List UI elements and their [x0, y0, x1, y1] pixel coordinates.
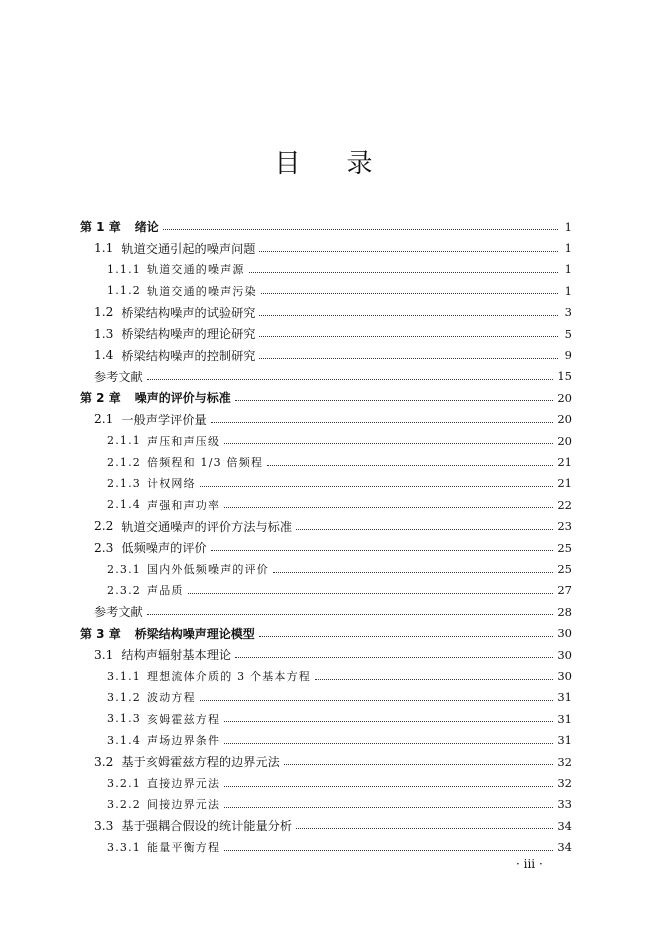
entry-number: 3.2.1 [107, 776, 141, 790]
leader-dots [296, 517, 553, 530]
entry-title: 结构声辐射基本理论 [121, 648, 232, 663]
entry-title: 亥姆霍兹方程 [147, 712, 221, 726]
leader-dots [249, 260, 558, 273]
entry-title: 噪声的评价与标准 [134, 391, 231, 406]
entry-number: 1.2 [94, 305, 114, 320]
entry-title: 轨道交通的噪声污染 [147, 284, 257, 298]
entry-number: 3.2 [94, 754, 114, 769]
entry-page-number: 1 [564, 241, 572, 256]
entry-title: 基于强耦合假设的统计能量分析 [121, 819, 293, 834]
entry-title: 轨道交通引起的噪声问题 [121, 241, 256, 256]
section-entry[interactable] [94, 537, 572, 558]
entry-page-number: 27 [557, 583, 572, 598]
entry-number: 3.1.3 [107, 712, 141, 726]
leader-dots [224, 838, 553, 851]
entry-page-number: 28 [557, 604, 572, 619]
entry-page-number: 31 [557, 711, 572, 726]
entry-title: 倍频程和 1/3 倍频程 [147, 456, 264, 470]
leader-dots [259, 324, 558, 337]
entry-page-number: 32 [557, 754, 572, 769]
entry-number: 2.1.3 [107, 476, 141, 490]
entry-page-number: 20 [557, 390, 572, 405]
page-number-footer: · iii · [516, 857, 543, 871]
entry-title: 轨道交通的噪声源 [147, 263, 245, 277]
leader-dots [259, 346, 558, 359]
entry-page-number: 21 [557, 455, 572, 470]
entry-page-number: 30 [557, 626, 572, 641]
entry-number: 3.2.2 [107, 797, 141, 811]
entry-title: 声强和声功率 [147, 498, 221, 512]
section-entry[interactable] [107, 280, 572, 301]
entry-number: 3.3 [94, 818, 114, 833]
section-entry[interactable] [107, 473, 572, 494]
entry-page-number: 22 [557, 497, 572, 512]
entry-title: 声压和声压级 [147, 434, 221, 448]
section-entry[interactable] [94, 302, 572, 323]
entry-title: 计权网络 [147, 477, 196, 491]
section-entry[interactable] [94, 751, 572, 772]
entry-title: 波动方程 [147, 691, 196, 705]
entry-number: 3.1.4 [107, 733, 141, 747]
section-entry[interactable] [94, 344, 572, 365]
section-entry[interactable] [107, 580, 572, 601]
entry-page-number: 25 [557, 540, 572, 555]
chapter-entry[interactable] [80, 623, 572, 644]
entry-number: 2.2 [94, 519, 114, 534]
leader-dots [200, 474, 554, 487]
entry-title: 一般声学评价量 [121, 412, 207, 427]
entry-title: 参考文献 [94, 605, 143, 620]
entry-number: 2.1 [94, 412, 114, 427]
entry-number: 1.1.2 [107, 284, 141, 298]
entry-page-number: 30 [557, 669, 572, 684]
leader-dots [224, 731, 553, 744]
entry-title: 能量平衡方程 [147, 841, 221, 855]
entry-page-number: 1 [564, 262, 572, 277]
leader-dots [315, 667, 553, 680]
page-title [0, 143, 649, 180]
title-char-1: 目 [274, 149, 303, 179]
entry-page-number: 32 [557, 776, 572, 791]
entry-title: 桥梁结构噪声理论模型 [134, 626, 255, 641]
entry-title: 桥梁结构噪声的控制研究 [121, 348, 256, 363]
entry-page-number: 21 [557, 476, 572, 491]
section-entry[interactable] [107, 772, 572, 793]
leader-dots [224, 431, 553, 444]
leader-dots [259, 239, 558, 252]
entry-number: 2.1.2 [107, 455, 141, 469]
entry-title: 直接边界元法 [147, 777, 221, 791]
entry-page-number: 3 [564, 305, 572, 320]
leader-dots [296, 816, 553, 829]
entry-number: 2.1.1 [107, 434, 141, 448]
section-entry[interactable] [94, 815, 572, 836]
entry-title: 绪论 [134, 220, 159, 235]
entry-number: 1.1.1 [107, 262, 141, 276]
entry-page-number: 30 [557, 647, 572, 662]
entry-number: 1.1 [94, 241, 114, 256]
leader-dots [267, 453, 553, 466]
entry-title: 国内外低频噪声的评价 [147, 563, 269, 577]
chapter-entry[interactable] [80, 387, 572, 408]
section-entry[interactable] [94, 516, 572, 537]
entry-title: 声场边界条件 [147, 734, 221, 748]
entry-number: 2.3.2 [107, 583, 141, 597]
section-entry[interactable] [107, 494, 572, 515]
entry-page-number: 1 [564, 283, 572, 298]
section-entry[interactable] [107, 794, 572, 815]
entry-page-number: 9 [564, 348, 572, 363]
leader-dots [261, 281, 558, 294]
entry-page-number: 20 [557, 433, 572, 448]
section-entry[interactable] [107, 708, 572, 729]
entry-page-number: 34 [557, 818, 572, 833]
section-entry[interactable] [107, 687, 572, 708]
entry-number: 2.1.4 [107, 498, 141, 512]
section-entry[interactable] [107, 837, 572, 858]
leader-dots [147, 367, 554, 380]
entry-page-number: 31 [557, 690, 572, 705]
entry-page-number: 20 [557, 412, 572, 427]
entry-number: 2.3 [94, 540, 114, 555]
entry-number: 1.4 [94, 348, 114, 363]
section-entry[interactable] [107, 430, 572, 451]
entry-title: 桥梁结构噪声的理论研究 [121, 327, 256, 342]
section-entry[interactable] [94, 409, 572, 430]
references-entry[interactable] [94, 601, 572, 622]
entry-page-number: 33 [557, 797, 572, 812]
entry-title: 轨道交通噪声的评价方法与标准 [121, 519, 293, 534]
section-entry[interactable] [107, 259, 572, 280]
entry-number: 第 2 章 [80, 391, 121, 406]
section-entry[interactable] [107, 665, 572, 686]
entry-number: 第 1 章 [80, 220, 121, 235]
section-entry[interactable] [107, 730, 572, 751]
section-entry[interactable] [107, 558, 572, 579]
leader-dots [224, 774, 553, 787]
entry-page-number: 15 [557, 369, 572, 384]
entry-title: 声品质 [147, 584, 184, 598]
leader-dots [273, 560, 553, 573]
chapter-entry[interactable] [80, 216, 572, 237]
entry-number: 2.3.1 [107, 562, 141, 576]
references-entry[interactable] [94, 366, 572, 387]
leader-dots [224, 495, 553, 508]
entry-number: 第 3 章 [80, 626, 121, 641]
leader-dots [224, 709, 553, 722]
entry-page-number: 25 [557, 562, 572, 577]
entry-title: 参考文献 [94, 369, 143, 384]
entry-number: 3.1.1 [107, 669, 141, 683]
section-entry[interactable] [94, 323, 572, 344]
leader-dots [259, 624, 554, 637]
leader-dots [224, 795, 553, 808]
entry-page-number: 23 [557, 519, 572, 534]
leader-dots [147, 602, 554, 615]
leader-dots [163, 217, 558, 230]
title-char-2: 录 [346, 149, 375, 179]
entry-title: 理想流体介质的 3 个基本方程 [147, 670, 311, 684]
leader-dots [211, 538, 554, 551]
entry-page-number: 31 [557, 733, 572, 748]
section-entry[interactable] [94, 237, 572, 258]
entry-number: 3.3.1 [107, 840, 141, 854]
entry-number: 3.1 [94, 647, 114, 662]
entry-page-number: 1 [564, 219, 572, 234]
section-entry[interactable] [94, 644, 572, 665]
leader-dots [211, 410, 554, 423]
leader-dots [235, 388, 554, 401]
entry-page-number: 5 [564, 326, 572, 341]
leader-dots [235, 645, 553, 658]
entry-title: 低频噪声的评价 [121, 541, 207, 556]
leader-dots [284, 752, 554, 765]
leader-dots [200, 688, 554, 701]
entry-title: 间接边界元法 [147, 798, 221, 812]
section-entry[interactable] [107, 451, 572, 472]
entry-number: 1.3 [94, 326, 114, 341]
leader-dots [259, 303, 558, 316]
entry-page-number: 34 [557, 840, 572, 855]
entry-number: 3.1.2 [107, 690, 141, 704]
entry-title: 基于亥姆霍兹方程的边界元法 [121, 755, 280, 770]
entry-title: 桥梁结构噪声的试验研究 [121, 305, 256, 320]
leader-dots [188, 581, 554, 594]
